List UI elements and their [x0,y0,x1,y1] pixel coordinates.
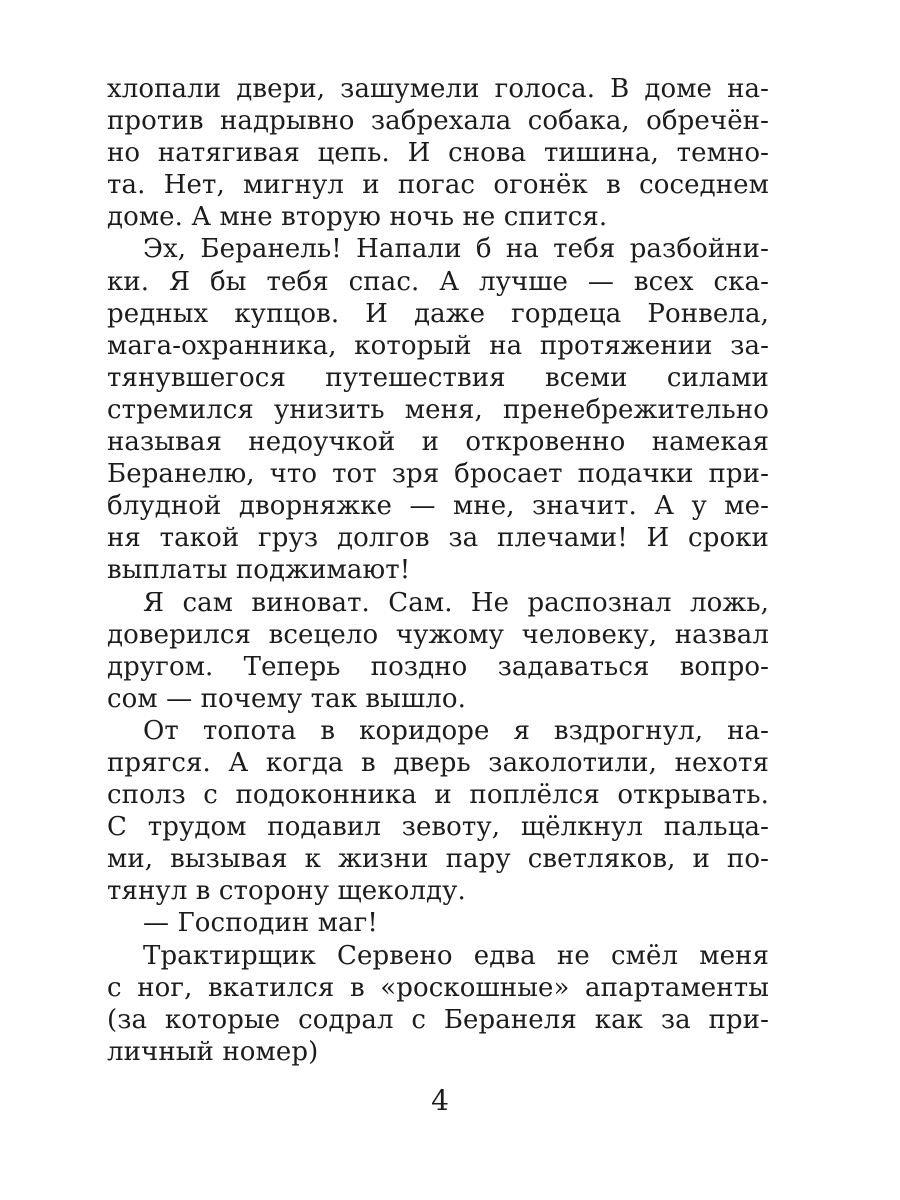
text-line: стремился унизить меня, пренебрежительно [107,394,769,425]
text-line: называя недоучкой и откровенно намекая [107,427,769,458]
text-line: редных купцов. И даже гордеца Ронвела, [107,298,769,329]
text-line: личный номер) [107,1036,319,1067]
text-line: мага-охранника, который на протяжении за- [107,330,769,361]
text-line: прягся. А когда в дверь заколотили, нехотя [107,747,769,778]
text-line: сом — почему так вышло. [107,683,466,714]
text-line: доверился всецело чужому человеку, назвал [107,619,769,650]
text-line: та. Нет, мигнул и погас огонёк в соседнем [107,170,769,201]
text-line: против надрывно забрехала собака, обречён- [107,106,769,137]
text-line: хлопали двери, зашумели голоса. В доме на- [107,74,769,104]
text-line: но натягивая цепь. И снова тишина, темно- [107,138,769,169]
page-number: 4 [431,1084,449,1117]
dialogue-line: — Господин маг! [143,908,378,939]
text-line: тянувшегося путешествия всеми силами [107,362,769,393]
text-line: (за которые содрал с Беранеля как за при- [107,1004,769,1035]
text-line: С трудом подавил зевоту, щёлкнул пальца- [107,812,769,843]
text-line: Трактирщик Сервено едва не смёл меня [143,940,769,971]
text-line: сполз с подоконника и поплёлся открывать. [107,780,769,811]
text-line: блудной дворняжке — мне, значит. А у ме- [107,491,769,522]
text-line: тянул в сторону щеколду. [107,876,466,907]
body-text [107,73,769,1068]
text-line: другом. Теперь поздно задаваться вопро- [107,651,769,682]
text-line: Беранелю, что тот зря бросает подачки при- [107,459,769,490]
text-line: От топота в коридоре я вздрогнул, на- [143,715,769,746]
text-line: Я сам виноват. Сам. Не распознал ложь, [143,587,769,618]
text-line: доме. А мне вторую ночь не спится. [107,202,608,233]
text-line: ми, вызывая к жизни пару светляков, и по- [107,844,769,875]
text-line: ня такой груз долгов за плечами! И сроки [107,523,769,554]
text-line: ки. Я бы тебя спас. А лучше — всех ска- [107,266,769,297]
text-line: Эх, Беранель! Напали б на тебя разбойни- [143,234,769,265]
text-line: выплаты поджимают! [107,555,411,586]
text-line: с ног, вкатился в «роскошные» апартаменты [107,972,769,1003]
